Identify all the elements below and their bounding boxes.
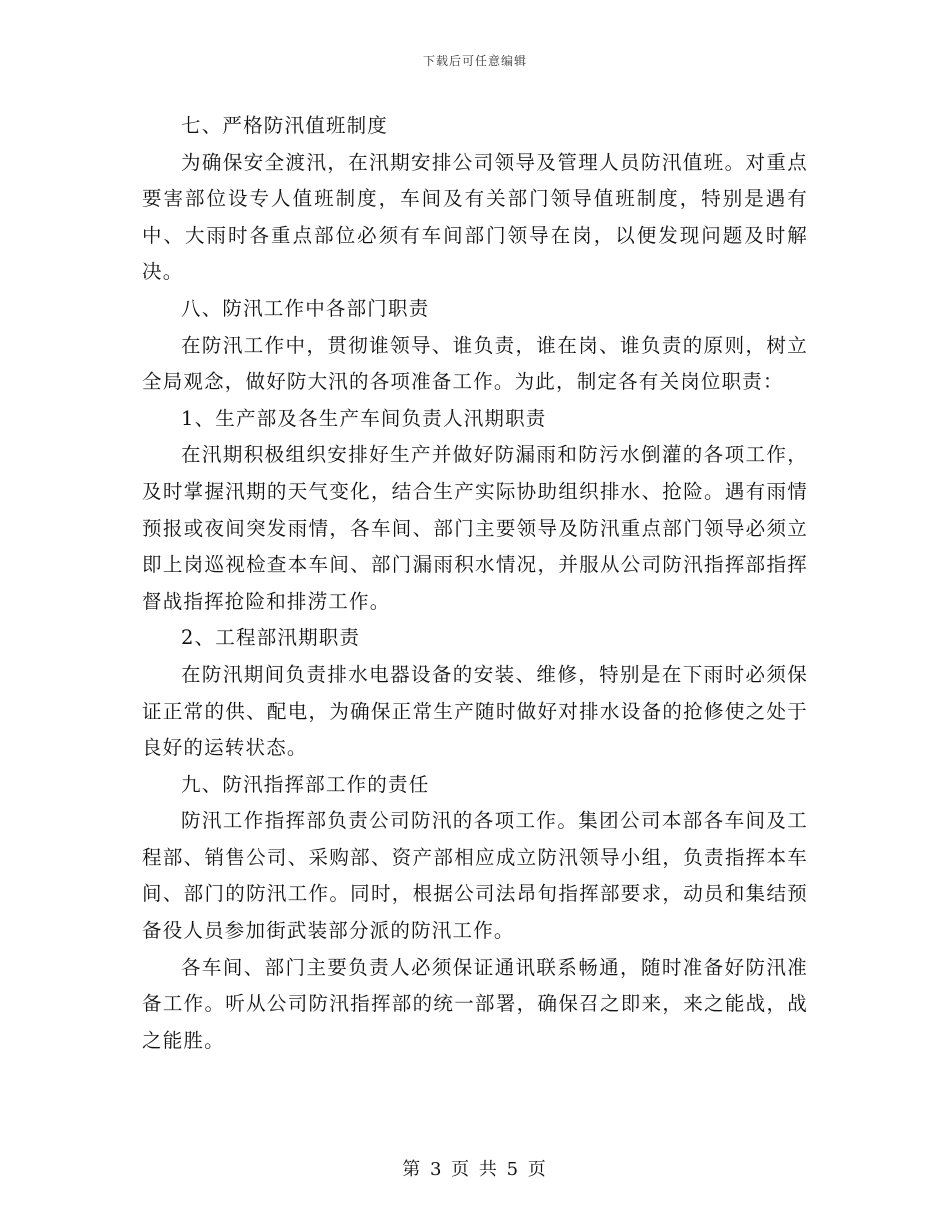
section-heading-7: 七、严格防汛值班制度 [181, 114, 389, 137]
paragraph-department-duties: 在防汛工作中，贯彻谁领导、谁负责，谁在岗、谁负责的原则，树立全局观念，做好防大汛的各项准备工作。为此，制定各有关岗位职责： [142, 333, 808, 394]
document-body [142, 108, 808, 1059]
subsection-heading-1: 1、生产部及各生产车间负责人汛期职责 [181, 406, 547, 430]
page-number: 第 3 页 共 5 页 [402, 1159, 548, 1180]
paragraph-communication: 各车间、部门主要负责人必须保证通讯联系畅通，随时准备好防汛准备工作。听从公司防汛指挥部的统一部署，确保召之即来，来之能战，战之能胜。 [142, 955, 808, 1052]
paragraph-production-duties: 在汛期积极组织安排好生产并做好防漏雨和防污水倒灌的各项工作，及时掌握汛期的天气变化，结合生产实际协助组织排水、抢险。遇有雨情预报或夜间突发雨情，各车间、部门主要领导及防汛重点部门领导必须立即上岗巡视检查本车间、部门漏雨积水情况，并服从公司防汛指挥部指挥督战指挥抢险和排涝工作。 [142, 443, 808, 613]
paragraph-command-responsibility: 防汛工作指挥部负责公司防汛的各项工作。集团公司本部各车间及工程部、销售公司、采购部、资产部相应成立防汛领导小组，负责指挥本车间、部门的防汛工作。同时，根据公司法昂旬指挥部要求，动员和集结预备役人员参加街武装部分派的防汛工作。 [142, 809, 808, 943]
paragraph-duty-system: 为确保安全渡汛，在汛期安排公司领导及管理人员防汛值班。对重点要害部位设专人值班制度，车间及有关部门领导值班制度，特别是遇有中、大雨时各重点部位必须有车间部门领导在岗，以便发现问题及时解决。 [142, 150, 808, 284]
section-heading-8: 八、防汛工作中各部门职责 [181, 296, 430, 320]
page-header: 下载后可任意编辑 [422, 54, 527, 68]
section-heading-9: 九、防汛指挥部工作的责任 [181, 772, 430, 796]
paragraph-engineering-duties: 在防汛期间负责排水电器设备的安装、维修，特别是在下雨时必须保证正常的供、配电，为确保正常生产随时做好对排水设备的抢修使之处于良好的运转状态。 [142, 662, 808, 760]
subsection-heading-2: 2、工程部汛期职责 [181, 626, 361, 650]
